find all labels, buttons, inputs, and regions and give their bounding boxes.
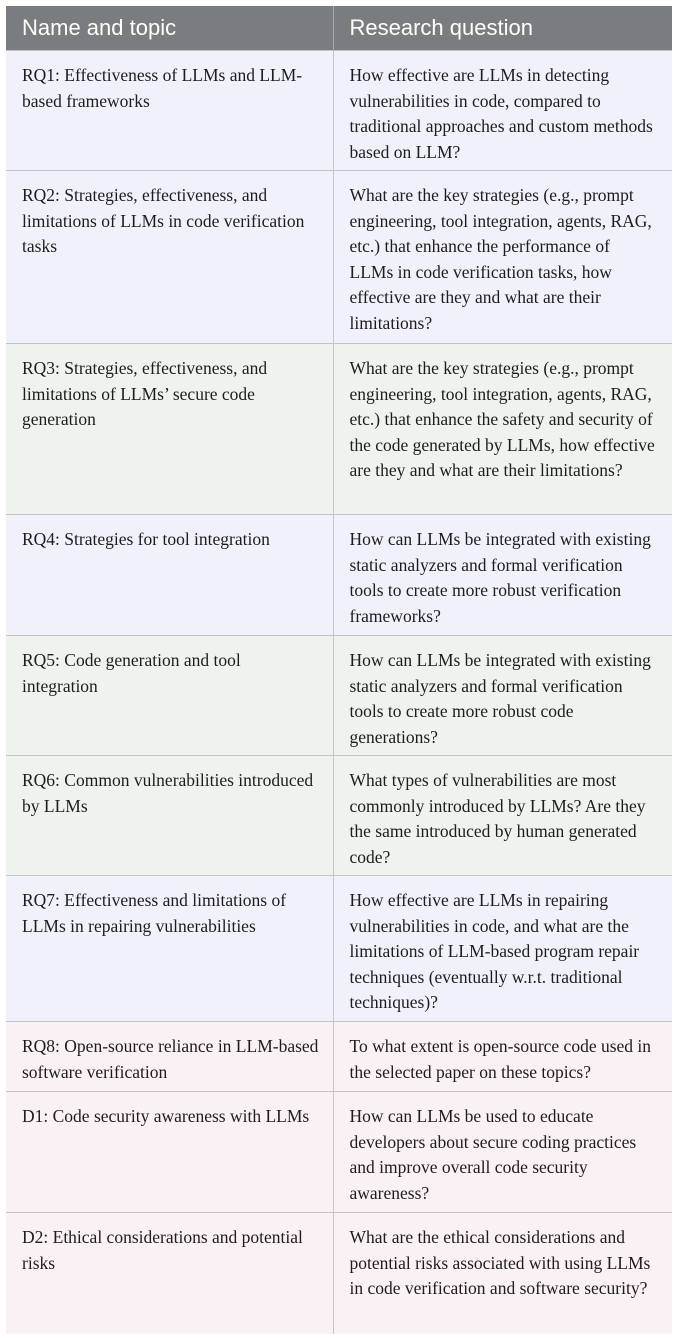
header-research-question: Research question (333, 6, 672, 51)
row-name: RQ7: Effectiveness and limitations of LLMs in repairing vulnerabilities (6, 876, 333, 1022)
table-row-rq5 (6, 636, 672, 756)
table-header (6, 6, 672, 51)
table-row-rq7 (6, 876, 672, 1022)
row-question: How can LLMs be integrated with existing static analyzers and formal verification tools to create more robust code generations? (333, 636, 672, 756)
table-row-rq3 (6, 344, 672, 515)
header-name-and-topic: Name and topic (6, 6, 333, 51)
table-row-rq2 (6, 171, 672, 344)
table-row-d1 (6, 1092, 672, 1213)
row-name: RQ3: Strategies, effectiveness, and limitations of LLMs’ secure code generation (6, 344, 333, 515)
table-row-rq1 (6, 51, 672, 171)
row-question: How can LLMs be used to educate developers about secure coding practices and improve overall code security awareness? (333, 1092, 672, 1213)
row-name: RQ4: Strategies for tool integration (6, 515, 333, 636)
row-question: How effective are LLMs in repairing vulnerabilities in code, and what are the limitations of LLM-based program repair techniques (eventually w.r.t. traditional techniques)? (333, 876, 672, 1022)
row-name: RQ2: Strategies, effectiveness, and limitations of LLMs in code verification tasks (6, 171, 333, 344)
row-question: What are the key strategies (e.g., prompt engineering, tool integration, agents, RAG, etc.) that enhance the performance of LLMs in code verification tasks, how effective are they and what are their limitations? (333, 171, 672, 344)
row-name: D2: Ethical considerations and potential risks (6, 1213, 333, 1334)
row-question: What are the key strategies (e.g., prompt engineering, tool integration, agents, RAG, etc.) that enhance the safety and security of the code generated by LLMs, how effective are they and what are their limitations? (333, 344, 672, 515)
table-row-rq8 (6, 1022, 672, 1092)
row-question: How can LLMs be integrated with existing static analyzers and formal verification tools to create more robust verification frameworks? (333, 515, 672, 636)
row-question: To what extent is open-source code used in the selected paper on these topics? (333, 1022, 672, 1092)
row-name: D1: Code security awareness with LLMs (6, 1092, 333, 1213)
row-question: What types of vulnerabilities are most commonly introduced by LLMs? Are they the same introduced by human generated code? (333, 756, 672, 876)
row-name: RQ5: Code generation and tool integration (6, 636, 333, 756)
row-question: What are the ethical considerations and potential risks associated with using LLMs in code verification and software security? (333, 1213, 672, 1334)
row-name: RQ8: Open-source reliance in LLM-based software verification (6, 1022, 333, 1092)
table-row-d2 (6, 1213, 672, 1334)
row-name: RQ1: Effectiveness of LLMs and LLM-based frameworks (6, 51, 333, 171)
table-row-rq4 (6, 515, 672, 636)
table-row-rq6 (6, 756, 672, 876)
row-name: RQ6: Common vulnerabilities introduced by LLMs (6, 756, 333, 876)
research-questions-table (6, 6, 672, 1334)
row-question: How effective are LLMs in detecting vulnerabilities in code, compared to traditional approaches and custom methods based on LLM? (333, 51, 672, 171)
